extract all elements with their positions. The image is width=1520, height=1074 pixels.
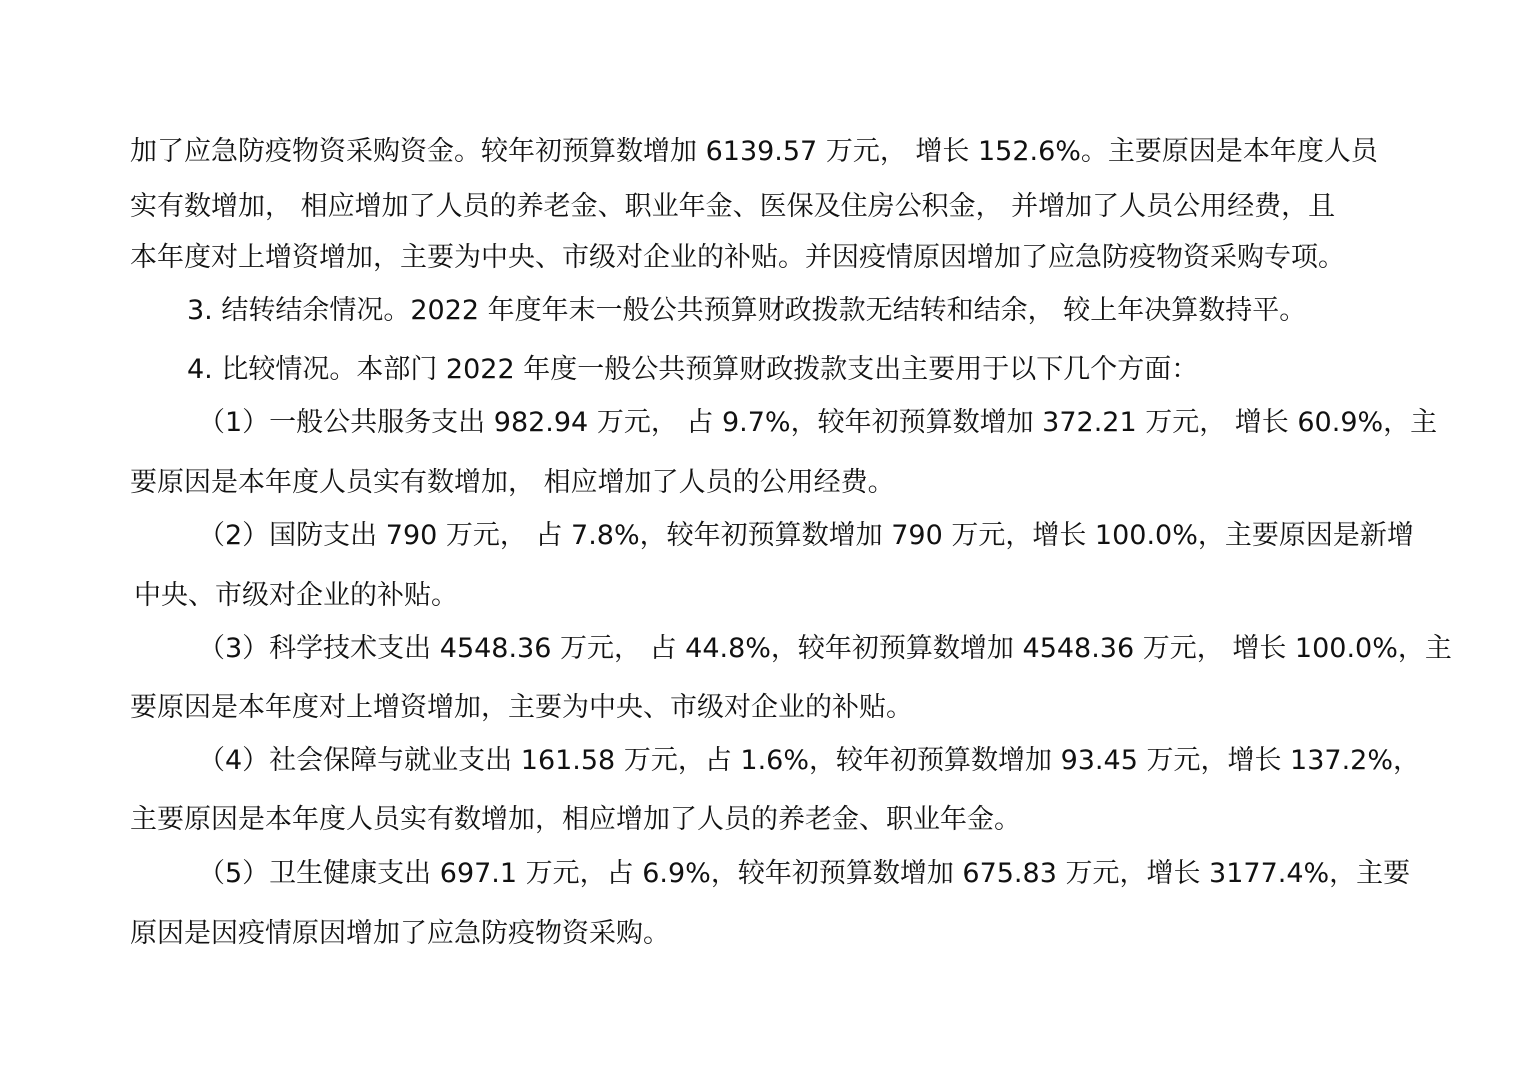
item-2-line-2: 中央、市级对企业的补贴。 — [134, 580, 458, 611]
section-heading-3: 3. 结转结余情况。2022 年度年末一般公共预算财政拨款无结转和结余， 较上年决算数持平。 — [187, 295, 1307, 326]
item-3-line-2: 要原因是本年度对上增资增加，主要为中央、市级对企业的补贴。 — [130, 692, 913, 723]
section-heading-4: 4. 比较情况。本部门 2022 年度一般公共预算财政拨款支出主要用于以下几个方面： — [187, 354, 1199, 385]
paragraph-line-2: 实有数增加， 相应增加了人员的养老金、职业年金、医保及住房公积金， 并增加了人员公用经费，且 — [130, 191, 1336, 222]
item-1-line-1: （1）一般公共服务支出 982.94 万元， 占 9.7%，较年初预算数增加 372.21 万元， 增长 60.9%，主 — [198, 407, 1438, 438]
item-3-line-1: （3）科学技术支出 4548.36 万元， 占 44.8%，较年初预算数增加 4548.36 万元， 增长 100.0%，主 — [198, 633, 1452, 664]
item-4-line-2: 主要原因是本年度人员实有数增加，相应增加了人员的养老金、职业年金。 — [130, 804, 1021, 835]
item-5-line-2: 原因是因疫情原因增加了应急防疫物资采购。 — [130, 918, 670, 949]
item-1-line-2: 要原因是本年度人员实有数增加， 相应增加了人员的公用经费。 — [130, 467, 895, 498]
paragraph-line-3: 本年度对上增资增加，主要为中央、市级对企业的补贴。并因疫情原因增加了应急防疫物资采购专项。 — [130, 242, 1345, 273]
item-5-line-1: （5）卫生健康支出 697.1 万元，占 6.9%，较年初预算数增加 675.83 万元，增长 3177.4%，主要 — [198, 858, 1411, 889]
item-2-line-1: （2）国防支出 790 万元， 占 7.8%，较年初预算数增加 790 万元，增长 100.0%，主要原因是新增 — [198, 520, 1414, 551]
paragraph-line-1: 加了应急防疫物资采购资金。较年初预算数增加 6139.57 万元， 增长 152.6%。主要原因是本年度人员 — [130, 136, 1378, 167]
item-4-line-1: （4）社会保障与就业支出 161.58 万元，占 1.6%，较年初预算数增加 93.45 万元，增长 137.2%， — [198, 745, 1420, 776]
